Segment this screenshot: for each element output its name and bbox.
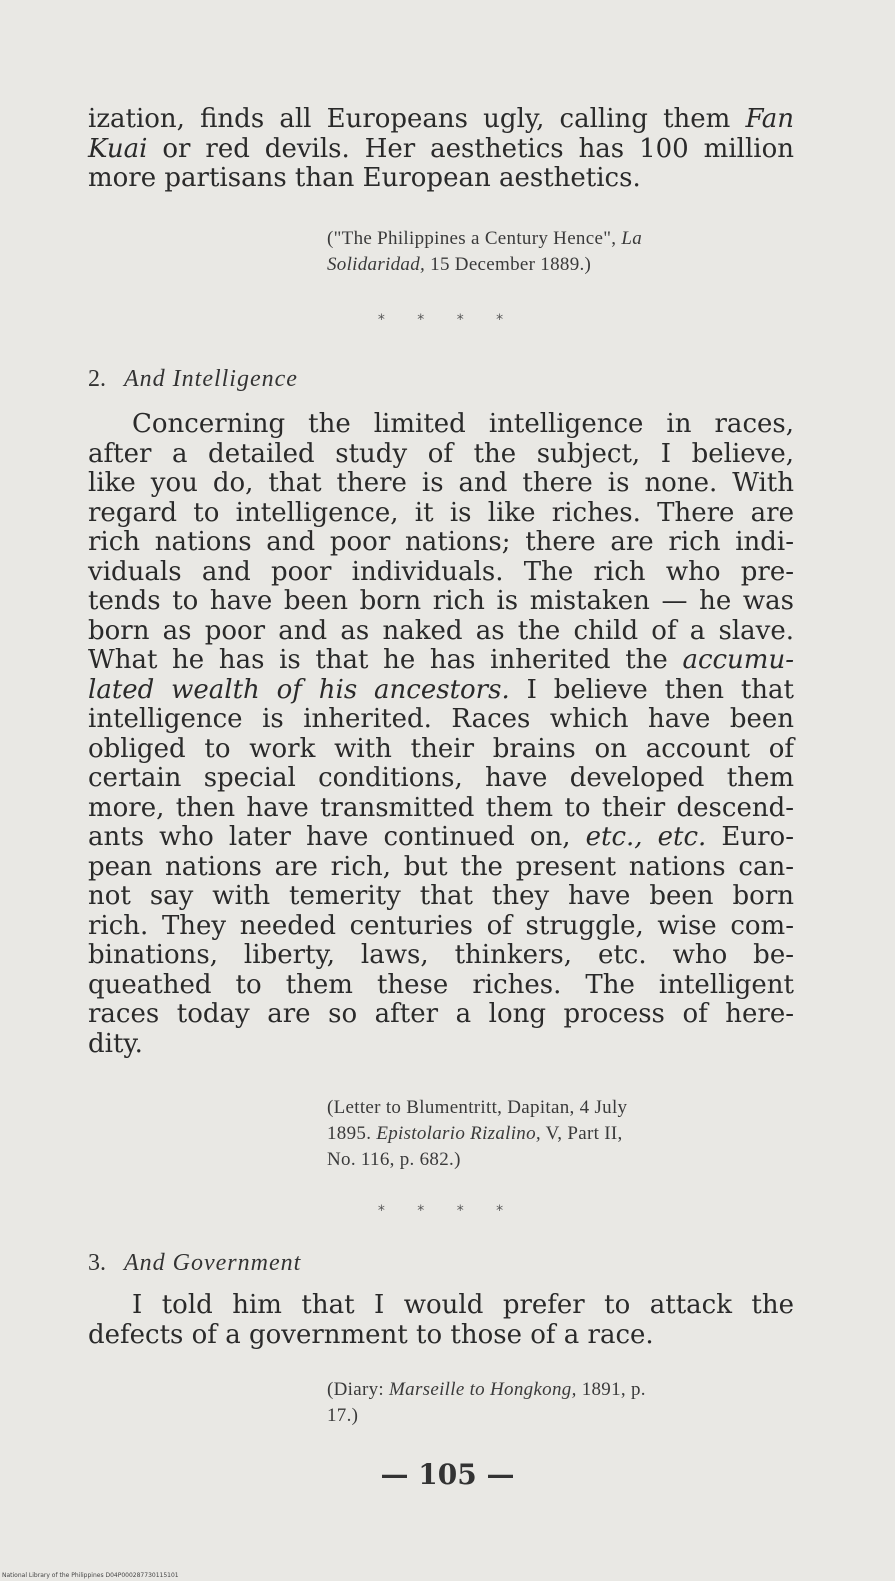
text-line: queathed to them these riches. The intelligent xyxy=(88,969,794,1000)
text-line: rich nations and poor nations; there are rich indi- xyxy=(88,527,794,557)
scan-footer: National Library of the Philippines D04P000287730115101 xyxy=(2,1572,179,1579)
top-paragraph xyxy=(88,105,794,194)
italic-text: lated wealth of his ancestors. xyxy=(88,674,510,705)
text: (Diary: xyxy=(327,1379,390,1400)
text-line: intelligence is inherited. Races which have been xyxy=(88,704,794,734)
section-heading-2 xyxy=(88,366,298,393)
section-heading-3 xyxy=(88,1250,301,1277)
text-line: Concerning the limited intelligence in races, xyxy=(132,409,794,439)
text-line: obliged to work with their brains on account of xyxy=(88,733,794,764)
section-3-paragraph xyxy=(88,1291,794,1350)
citation-1 xyxy=(327,226,642,278)
page-number: — 105 — xyxy=(380,1458,515,1491)
text: (Letter to Blumentritt, Dapitan, 4 July xyxy=(327,1097,628,1118)
text: 1891, p. xyxy=(576,1379,646,1400)
italic-text: Fan xyxy=(745,104,794,134)
italic-text: La xyxy=(621,228,643,249)
text-line: viduals and poor individuals. The rich who pre- xyxy=(88,556,794,587)
text: ants who later have continued on, xyxy=(88,822,586,852)
text: ("The Philippines a Century Hence", xyxy=(327,228,622,249)
italic-text: Marseille to Hongkong, xyxy=(389,1379,577,1400)
text-line: certain special conditions, have developed them xyxy=(88,763,794,793)
italic-text: etc., etc. xyxy=(585,822,707,852)
text: or red devils. Her aesthetics has 100 million xyxy=(147,133,794,164)
italic-text: Epistolario Rizalino, xyxy=(376,1123,541,1144)
text: V, Part II, xyxy=(540,1123,623,1144)
text-line: not say with temerity that they have been born xyxy=(88,881,794,911)
text: more partisans than European aesthetics. xyxy=(88,163,641,193)
text-line: dity. xyxy=(88,1028,143,1059)
citation-2 xyxy=(327,1095,627,1173)
text-line: rich. They needed centuries of struggle, wise com- xyxy=(88,910,794,941)
text-line: races today are so after a long process of here- xyxy=(88,999,794,1029)
text: Euro- xyxy=(706,822,794,852)
italic-text: Kuai xyxy=(88,133,148,164)
text: 1895. xyxy=(327,1123,377,1144)
text-line: binations, liberty, laws, thinkers, etc. who be- xyxy=(88,940,794,970)
text: 15 December 1889.) xyxy=(425,254,592,275)
text-line: defects of a government to those of a race. xyxy=(88,1319,654,1350)
text-line: I told him that I would prefer to attack the xyxy=(132,1290,794,1320)
text-line: born as poor and as naked as the child of a slave. xyxy=(88,615,794,646)
section-2-paragraph xyxy=(88,410,794,1059)
section-number: 3. xyxy=(88,1250,106,1276)
text-line: pean nations are rich, but the present nations can- xyxy=(88,851,794,882)
section-number: 2. xyxy=(88,366,106,392)
text: 17.) xyxy=(327,1405,359,1426)
text-line: more, then have transmitted them to their descend- xyxy=(88,792,794,823)
text: I believe then that xyxy=(509,674,794,705)
italic-text: accumu- xyxy=(682,645,794,675)
text-line: regard to intelligence, it is like riches. There are xyxy=(88,497,794,528)
section-title: And Government xyxy=(124,1250,302,1276)
text-line: after a detailed study of the subject, I believe, xyxy=(88,438,794,469)
separator: * * * * xyxy=(377,312,518,328)
text: No. 116, p. 682.) xyxy=(327,1149,461,1170)
text-line: tends to have been born rich is mistaken — he was xyxy=(88,586,794,616)
text: ization, finds all Europeans ugly, calling them xyxy=(88,104,746,134)
text-line: like you do, that there is and there is none. With xyxy=(88,468,794,498)
text: What he has is that he has inherited the xyxy=(88,645,683,675)
italic-text: Solidaridad, xyxy=(327,254,426,275)
separator: * * * * xyxy=(377,1203,518,1219)
section-title: And Intelligence xyxy=(124,366,298,392)
citation-3 xyxy=(327,1377,646,1429)
